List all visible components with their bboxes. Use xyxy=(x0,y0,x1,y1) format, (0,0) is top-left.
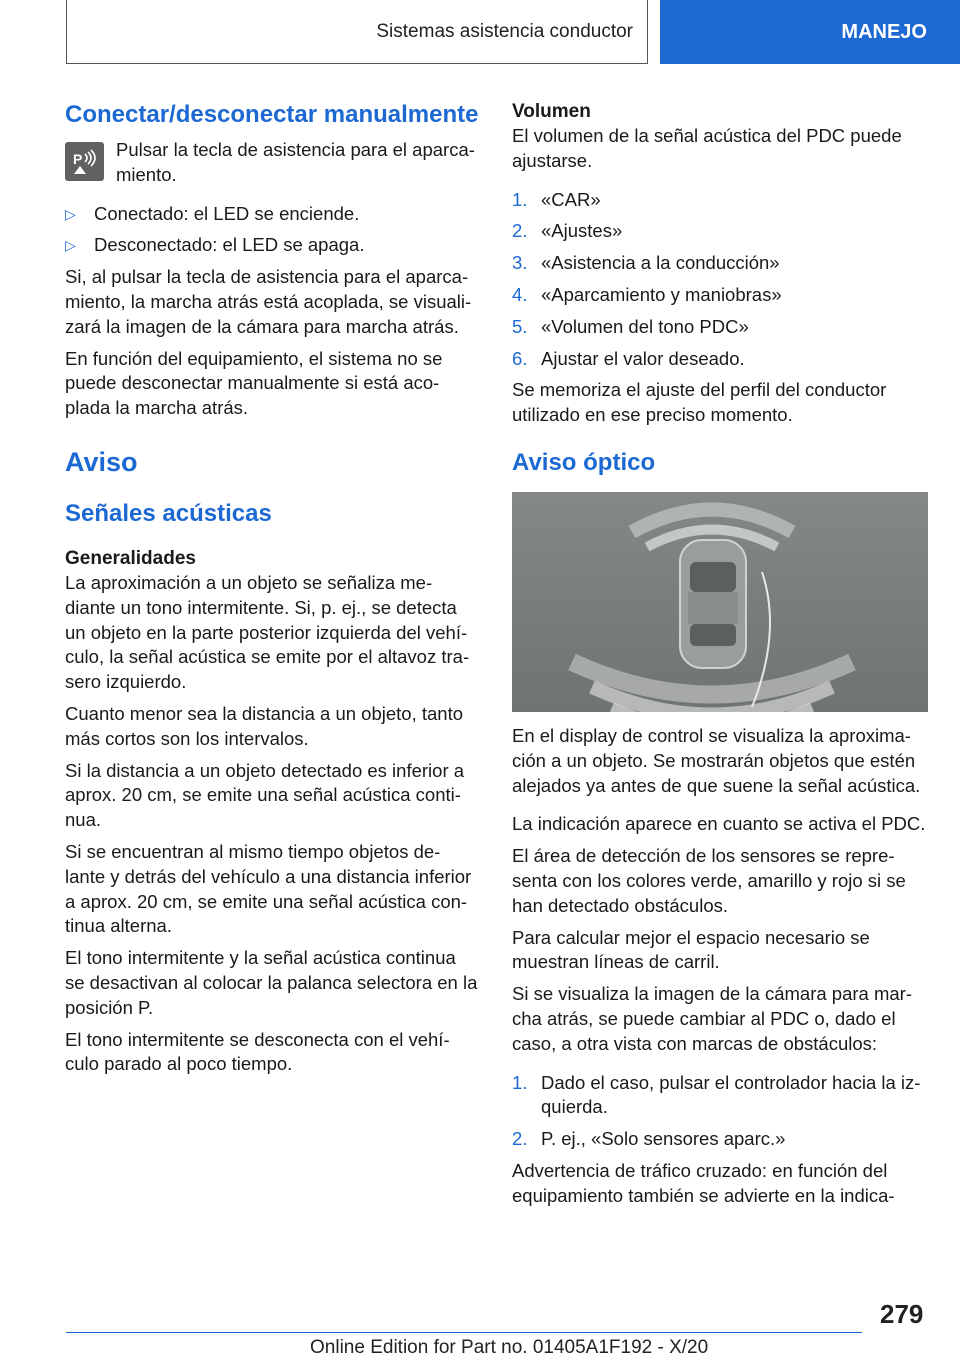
paragraph: En función del equipamiento, el sistema no se puede desconectar manualmente si está aco-plada la marcha atrás. xyxy=(65,347,443,419)
paragraph: El tono intermitente y la señal acústica continua se desactivan al colocar la palanca selectora en la posición P. xyxy=(65,947,478,1018)
list-item: 6. Ajustar el valor deseado. xyxy=(512,347,745,369)
triangle-bullet-icon: ▷ xyxy=(65,237,76,254)
left-column xyxy=(65,100,479,1084)
header-section-title xyxy=(66,0,648,64)
heading-aviso: Aviso xyxy=(65,446,138,477)
list-item: ▷ Conectado: el LED se enciende. xyxy=(65,202,479,227)
footer-divider xyxy=(66,1332,862,1333)
heading-optical-warning: Aviso óptico xyxy=(512,448,656,476)
chapter-title: MANEJO xyxy=(841,20,927,43)
page-number: 279 xyxy=(880,1299,924,1329)
paragraph: Si se visualiza la imagen de la cámara para mar-cha atrás, se puede cambiar al PDC o, dado el caso, a otra vista con marcas de obstáculos: xyxy=(512,983,912,1054)
list-item: 3. «Asistencia a la conducción» xyxy=(512,252,780,274)
list-item: 1. Dado el caso, pulsar el controlador hacia la iz-quierda. xyxy=(512,1071,921,1118)
paragraph: Si la distancia a un objeto detectado es inferior a aprox. 20 cm, se emite una señal acústica conti-nua. xyxy=(65,759,465,831)
paragraph: Si se encuentran al mismo tiempo objetos de-lante y detrás del vehículo a una distancia inferior a aprox. 20 cm, se emite una señal acústica con-tinua alterna. xyxy=(65,840,472,937)
display-steps xyxy=(512,1071,928,1152)
list-item: 1. «CAR» xyxy=(512,188,601,210)
paragraph: Advertencia de tráfico cruzado: en función del equipamiento también se advierte en la indica- xyxy=(512,1159,895,1206)
button-instruction xyxy=(65,138,479,188)
parking-assistant-button-icon xyxy=(65,142,104,181)
pdc-display-image xyxy=(512,492,928,712)
list-item: 5. «Volumen del tono PDC» xyxy=(512,315,749,337)
header-chapter-tab[interactable] xyxy=(660,0,960,64)
paragraph: En el display de control se visualiza la aproxima-ción a un objeto. Se mostrarán objetos que estén alejados ya antes de que suene la señal acústica. xyxy=(512,724,921,796)
heading-manual-toggle: Conectar/desconectar manualmente xyxy=(65,101,479,128)
paragraph: El volumen de la señal acústica del PDC puede ajustarse. xyxy=(512,125,902,171)
paragraph: Cuanto menor sea la distancia a un objeto, tanto más cortos son los intervalos. xyxy=(65,702,464,749)
volume-steps xyxy=(512,188,928,372)
triangle-bullet-icon: ▷ xyxy=(65,205,76,222)
paragraph: El área de detección de los sensores se repre-senta con los colores verde, amarillo y rojo si se han detectado obstáculos. xyxy=(512,845,906,916)
paragraph: La indicación aparece en cuanto se activa el PDC. xyxy=(512,813,926,835)
paragraph: Para calcular mejor el espacio necesario se muestran líneas de carril. xyxy=(512,926,870,973)
right-column xyxy=(512,100,928,1216)
list-item: ▷ Desconectado: el LED se apaga. xyxy=(65,233,479,258)
paragraph: Se memoriza el ajuste del perfil del conductor utilizado en ese preciso momento. xyxy=(512,379,887,426)
footer-edition: Online Edition for Part no. 01405A1F192 - X/20 xyxy=(310,1337,709,1358)
section-title: Sistemas asistencia conductor xyxy=(376,20,633,42)
heading-volume: Volumen xyxy=(512,101,591,122)
paragraph: Si, al pulsar la tecla de asistencia para el aparca-miento, la marcha atrás está acoplada, se visuali-zará la imagen de la cámara para marcha atrás. xyxy=(65,266,472,337)
list-item: 2. P. ej., «Solo sensores aparc.» xyxy=(512,1128,786,1150)
status-list xyxy=(65,202,479,259)
paragraph: El tono intermitente se desconecta con el vehí-culo parado al poco tiempo. xyxy=(65,1028,450,1075)
list-item: 2. «Ajustes» xyxy=(512,220,623,242)
heading-general: Generalidades xyxy=(65,547,196,569)
button-instruction-text: Pulsar la tecla de asistencia para el aparca-miento. xyxy=(116,139,475,185)
heading-acoustic-signals: Señales acústicas xyxy=(65,499,272,527)
paragraph: La aproximación a un objeto se señaliza me-diante un tono intermitente. Si, p. ej., se detecta un objeto en la parte posterior izquierda del vehí-culo, la señal acústica se emite por el altavoz tra-sero izquierdo. xyxy=(65,571,470,693)
svg-text:P: P xyxy=(72,150,82,167)
list-item: 4. «Aparcamiento y maniobras» xyxy=(512,283,782,305)
